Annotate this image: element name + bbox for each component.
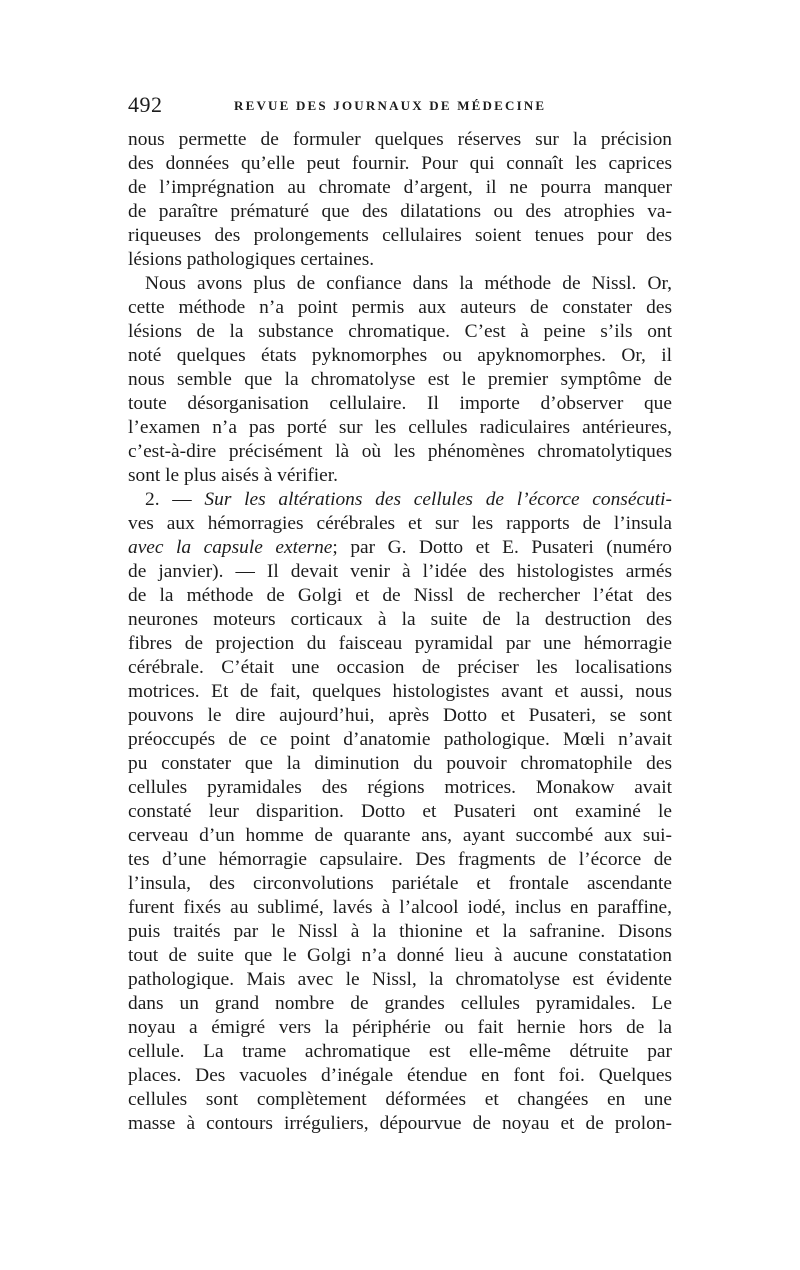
text-line: toute désorganisation cellulaire. Il importe d’observer que bbox=[128, 393, 672, 414]
text-line: de paraître prématuré que des dilatations ou des atrophies va- bbox=[128, 201, 672, 222]
text-line: lésions de la substance chromatique. C’est à peine s’ils ont bbox=[128, 321, 672, 342]
page-header bbox=[128, 92, 678, 120]
text-line: nous semble que la chromatolyse est le premier symptôme de bbox=[128, 369, 672, 390]
text-line: nous permette de formuler quelques réserves sur la précision bbox=[128, 129, 672, 150]
text-line: pu constater que la diminution du pouvoir chromatophile des bbox=[128, 753, 672, 774]
article-heading-line bbox=[145, 488, 672, 512]
text-line: de l’imprégnation au chromate d’argent, il ne pourra manquer bbox=[128, 177, 672, 198]
article-authors: ; par G. Dotto et E. Pusateri (numéro bbox=[332, 537, 672, 558]
text-line: riqueuses des prolongements cellulaires soient tenues pour des bbox=[128, 225, 672, 246]
text-line: neurones moteurs corticaux à la suite de la destruction des bbox=[128, 609, 672, 630]
text-line: cellules pyramidales des régions motrices. Monakow avait bbox=[128, 777, 672, 798]
text-line: furent fixés au sublimé, lavés à l’alcool iodé, inclus en paraffine, bbox=[128, 897, 672, 918]
article-title-end: avec la capsule externe bbox=[128, 537, 333, 558]
text-line: c’est-à-dire précisément là où les phénomènes chromatolytiques bbox=[128, 441, 672, 462]
text-line: fibres de projection du faisceau pyramidal par une hémorragie bbox=[128, 633, 672, 654]
text-line: noté quelques états pyknomorphes ou apyknomorphes. Or, il bbox=[128, 345, 672, 366]
text-line: l’examen n’a pas porté sur les cellules radiculaires antérieures, bbox=[128, 417, 672, 438]
article-title-end-line bbox=[128, 536, 672, 560]
text-line: puis traités par le Nissl à la thionine et la safranine. Disons bbox=[128, 921, 672, 942]
article-title-line: ves aux hémorragies cérébrales et sur les rapports de l’insula bbox=[128, 513, 672, 534]
text-line: de janvier). — Il devait venir à l’idée des histologistes armés bbox=[128, 561, 672, 582]
running-title: REVUE DES JOURNAUX DE MÉDECINE bbox=[234, 98, 547, 113]
article-number: 2. — bbox=[145, 489, 205, 510]
text-line: noyau a émigré vers la périphérie ou fait hernie hors de la bbox=[128, 1017, 672, 1038]
text-line: masse à contours irréguliers, dépourvue de noyau et de prolon- bbox=[128, 1113, 672, 1134]
text-line: cérébrale. C’était une occasion de préciser les localisations bbox=[128, 657, 672, 678]
article-title: Sur les altérations des cellules de l’écorce consécuti- bbox=[204, 489, 672, 510]
text-line: constaté leur disparition. Dotto et Pusateri ont examiné le bbox=[128, 801, 672, 822]
text-line: tes d’une hémorragie capsulaire. Des fragments de l’écorce de bbox=[128, 849, 672, 870]
text-line: places. Des vacuoles d’inégale étendue en font foi. Quelques bbox=[128, 1065, 672, 1086]
text-line: dans un grand nombre de grandes cellules pyramidales. Le bbox=[128, 993, 672, 1014]
text-line: cellules sont complètement déformées et changées en une bbox=[128, 1089, 672, 1110]
text-line: pathologique. Mais avec le Nissl, la chromatolyse est évidente bbox=[128, 969, 672, 990]
text-line: cellule. La trame achromatique est elle-même détruite par bbox=[128, 1041, 672, 1062]
text-line: des données qu’elle peut fournir. Pour qui connaît les caprices bbox=[128, 153, 672, 174]
text-line: motrices. Et de fait, quelques histologistes avant et aussi, nous bbox=[128, 681, 672, 702]
text-line: cette méthode n’a point permis aux auteurs de constater des bbox=[128, 297, 672, 318]
paragraph-first-line: Nous avons plus de confiance dans la méthode de Nissl. Or, bbox=[145, 273, 672, 294]
text-line: de la méthode de Golgi et de Nissl de rechercher l’état des bbox=[128, 585, 672, 606]
page-number: 492 bbox=[128, 92, 163, 117]
text-line: tout de suite que le Golgi n’a donné lieu à aucune constatation bbox=[128, 945, 672, 966]
text-line: lésions pathologiques certaines. bbox=[128, 249, 375, 270]
text-line: pouvons le dire aujourd’hui, après Dotto et Pusateri, se sont bbox=[128, 705, 672, 726]
text-line: l’insula, des circonvolutions pariétale et frontale ascendante bbox=[128, 873, 672, 894]
text-line: cerveau d’un homme de quarante ans, ayant succombé aux sui- bbox=[128, 825, 672, 846]
text-line: sont le plus aisés à vérifier. bbox=[128, 465, 339, 486]
text-line: préoccupés de ce point d’anatomie pathologique. Mœli n’avait bbox=[128, 729, 672, 750]
